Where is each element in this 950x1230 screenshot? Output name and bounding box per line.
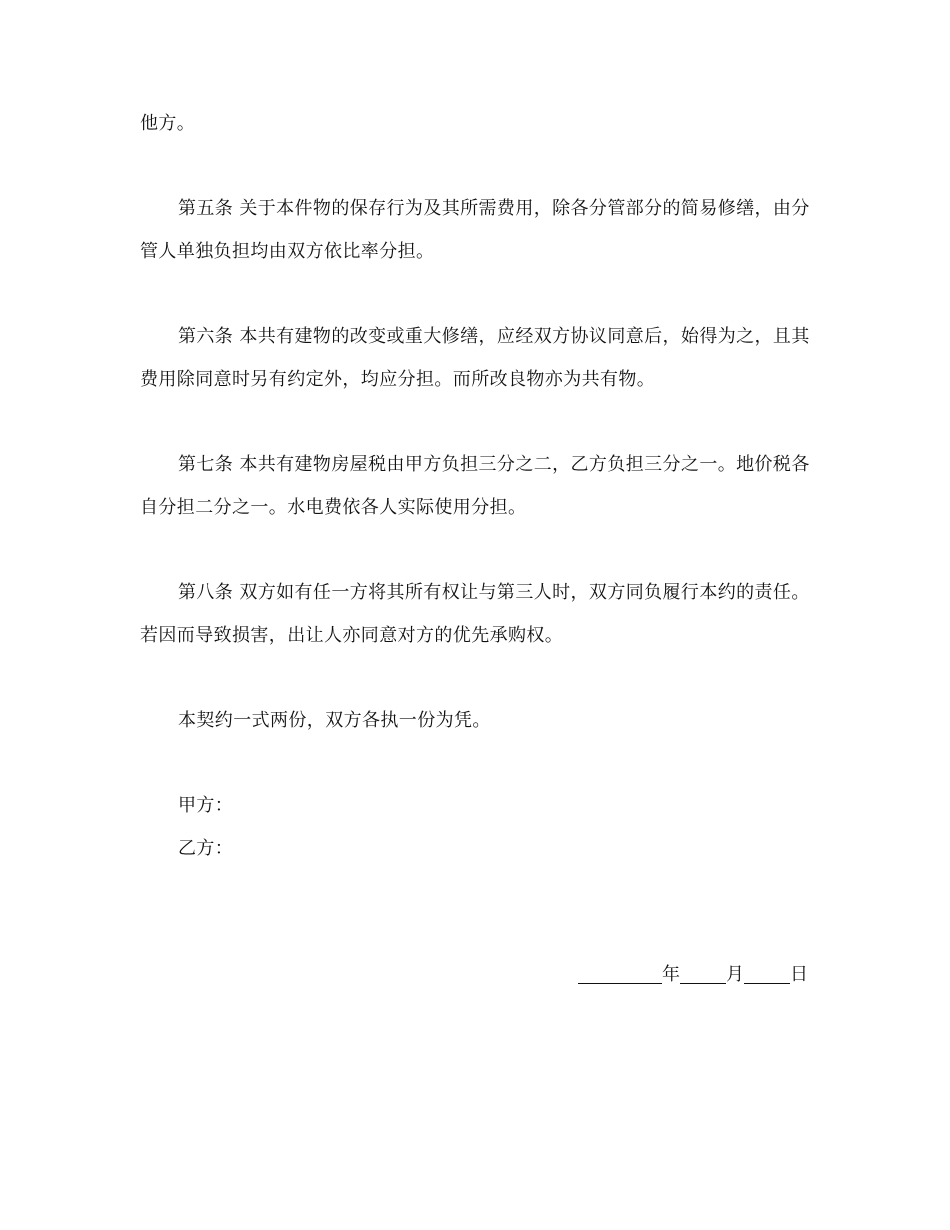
month-blank — [680, 963, 726, 984]
party-b-label: 乙方： — [178, 838, 234, 859]
year-blank — [578, 963, 662, 984]
continuation-text: 他方。 — [140, 113, 196, 134]
article-7-line-1: 第七条 本共有建物房屋税由甲方负担三分之二，乙方负担三分之一。地价税各 — [178, 454, 810, 475]
article-7-line-2: 自分担二分之一。水电费依各人实际使用分担。 — [140, 497, 527, 518]
article-6-line-1: 第六条 本共有建物的改变或重大修缮，应经双方协议同意后，始得为之，且其 — [178, 326, 810, 347]
copies-statement: 本契约一式两份，双方各执一份为凭。 — [178, 710, 491, 731]
date-line — [578, 963, 808, 987]
article-5-line-2: 管人单独负担均由双方依比率分担。 — [140, 241, 435, 262]
year-label: 年 — [662, 964, 680, 985]
month-label: 月 — [726, 964, 744, 985]
day-blank — [744, 963, 790, 984]
party-a-label: 甲方： — [178, 795, 234, 816]
day-label: 日 — [790, 964, 808, 985]
article-6-line-2: 费用除同意时另有约定外，均应分担。而所改良物亦为共有物。 — [140, 369, 656, 390]
article-8-line-2: 若因而导致损害，出让人亦同意对方的优先承购权。 — [140, 625, 564, 646]
article-5-line-1: 第五条 关于本件物的保存行为及其所需费用，除各分管部分的简易修缮，由分 — [178, 198, 810, 219]
article-8-line-1: 第八条 双方如有任一方将其所有权让与第三人时，双方同负履行本约的责任。 — [178, 582, 810, 603]
